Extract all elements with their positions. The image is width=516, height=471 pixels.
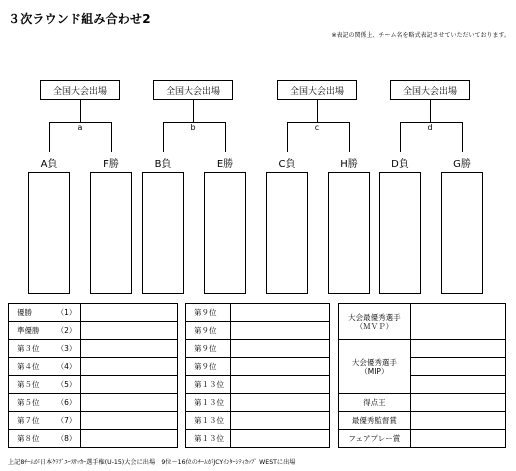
rank-label: 第１３位: [186, 376, 231, 394]
rank-team-cell[interactable]: [80, 430, 177, 448]
page-title: ３次ラウンド組み合わせ2: [8, 12, 151, 26]
table-row: [9, 376, 178, 394]
rank-label: 第４位: [9, 358, 54, 376]
venue-box-a: 全国大会出場: [40, 80, 120, 100]
table-row: [339, 394, 506, 412]
rank-team-cell[interactable]: [230, 340, 329, 358]
table-row: [339, 412, 506, 430]
rank-number: （5）: [53, 376, 80, 394]
rank-team-cell[interactable]: [80, 304, 177, 322]
fair-play-entry-cell[interactable]: [410, 430, 505, 448]
rank-label: 第７位: [9, 412, 54, 430]
mvp-label-line2: （ＭＶＰ）: [355, 321, 394, 331]
team-label-b-left: B負: [154, 159, 172, 170]
mip-label-line1: 大会優秀選手: [351, 357, 397, 367]
rank-team-cell[interactable]: [230, 376, 329, 394]
bracket-connector: [225, 122, 226, 152]
match-label-d: d: [427, 123, 433, 132]
team-entry-box[interactable]: [204, 172, 246, 294]
team-label-b-right: E勝: [216, 159, 234, 170]
ranking-table: [8, 303, 178, 448]
rank-team-cell[interactable]: [80, 412, 177, 430]
venue-box-c: 全国大会出場: [277, 80, 357, 100]
rank-team-cell[interactable]: [230, 358, 329, 376]
table-row: [186, 394, 330, 412]
team-entry-box[interactable]: [266, 172, 308, 294]
team-entry-box[interactable]: [142, 172, 184, 294]
mvp-label: [339, 304, 411, 340]
rank-team-cell[interactable]: [230, 430, 329, 448]
bracket-connector: [163, 122, 164, 152]
team-label-d-left: D負: [391, 159, 409, 170]
team-label-c-left: C負: [278, 159, 296, 170]
rank-team-cell[interactable]: [80, 376, 177, 394]
mip-label-line2: （MIP）: [360, 366, 389, 376]
table-row: [186, 430, 330, 448]
rank-label: 第９位: [186, 340, 231, 358]
rank-label: 第９位: [186, 322, 231, 340]
team-entry-box[interactable]: [28, 172, 70, 294]
rank-label: 第５位: [9, 376, 54, 394]
team-label-a-right: F勝: [103, 159, 119, 170]
rank-label: 第３位: [9, 340, 54, 358]
match-label-b: b: [190, 123, 196, 132]
rank-number: （8）: [53, 430, 80, 448]
footer-note: 上記8ﾁｰﾑが日本ｸﾗﾌﾞﾕｰｽｻｯｶｰ選手権(U-15)大会に出場 9位～16位のﾁｰﾑがJCYｲﾝﾀｰｼﾃｨｶｯﾌﾟ WESTに出場: [8, 459, 296, 466]
table-row: [9, 358, 178, 376]
team-entry-box[interactable]: [379, 172, 421, 294]
bracket-connector: [317, 100, 318, 122]
table-row: [186, 376, 330, 394]
rank-label: 第９位: [186, 304, 231, 322]
rank-number: （3）: [53, 340, 80, 358]
table-row: [9, 394, 178, 412]
bracket-connector: [49, 122, 50, 152]
table-row: [339, 430, 506, 448]
table-row: [186, 358, 330, 376]
rank-team-cell[interactable]: [230, 412, 329, 430]
rank-number: （4）: [53, 358, 80, 376]
bracket-connector: [430, 100, 431, 122]
venue-box-d: 全国大会出場: [390, 80, 470, 100]
rank-team-cell[interactable]: [80, 358, 177, 376]
mip-entry-cell[interactable]: [410, 358, 505, 376]
table-row: [9, 322, 178, 340]
bracket-connector: [80, 100, 81, 122]
table-row: [186, 322, 330, 340]
mvp-entry-cell[interactable]: [410, 304, 505, 340]
rank-label: 第１３位: [186, 412, 231, 430]
notation-note: ※表記の関係上、チーム名を略式表記させていただいております。: [331, 32, 510, 39]
rank-team-cell[interactable]: [230, 304, 329, 322]
bracket-connector: [462, 122, 463, 152]
table-row: [9, 412, 178, 430]
table-row: [9, 340, 178, 358]
rank-label: 優勝: [9, 304, 54, 322]
venue-box-b: 全国大会出場: [153, 80, 233, 100]
rank-label: 準優勝: [9, 322, 54, 340]
rank-number: （6）: [53, 394, 80, 412]
bracket-connector: [111, 122, 112, 152]
mip-entry-cell[interactable]: [410, 340, 505, 358]
rank-number: （1）: [53, 304, 80, 322]
fair-play-label: フェアプレー賞: [339, 430, 411, 448]
team-label-d-right: G勝: [453, 159, 471, 170]
team-label-c-right: H勝: [340, 159, 358, 170]
team-entry-box[interactable]: [441, 172, 483, 294]
table-row: [9, 430, 178, 448]
bracket-connector: [193, 100, 194, 122]
mvp-label-line1: 大会最優秀選手: [348, 312, 401, 322]
rank-label: 第９位: [186, 358, 231, 376]
table-row: [186, 412, 330, 430]
rank-number: （2）: [53, 322, 80, 340]
mip-entry-cell[interactable]: [410, 376, 505, 394]
rank-label: 第８位: [9, 430, 54, 448]
lower-ranking-table: [185, 303, 330, 448]
team-entry-box[interactable]: [90, 172, 132, 294]
table-row: [339, 340, 506, 358]
table-row: [186, 340, 330, 358]
table-row: [9, 304, 178, 322]
bracket-connector: [287, 122, 288, 152]
top-scorer-label: 得点王: [339, 394, 411, 412]
top-scorer-entry-cell[interactable]: [410, 394, 505, 412]
match-label-a: a: [77, 123, 83, 132]
team-label-a-left: A負: [40, 159, 58, 170]
best-coach-entry-cell[interactable]: [410, 412, 505, 430]
rank-team-cell[interactable]: [80, 340, 177, 358]
team-entry-box[interactable]: [328, 172, 370, 294]
mip-label: [339, 340, 411, 394]
awards-table: [338, 303, 506, 448]
rank-team-cell[interactable]: [80, 394, 177, 412]
rank-label: 第５位: [9, 394, 54, 412]
match-label-c: c: [314, 123, 320, 132]
bracket-connector: [400, 122, 401, 152]
best-coach-label: 最優秀監督賞: [339, 412, 411, 430]
rank-team-cell[interactable]: [230, 394, 329, 412]
rank-label: 第１３位: [186, 394, 231, 412]
table-row: [186, 304, 330, 322]
rank-number: （7）: [53, 412, 80, 430]
rank-team-cell[interactable]: [230, 322, 329, 340]
bracket-connector: [349, 122, 350, 152]
rank-team-cell[interactable]: [80, 322, 177, 340]
rank-label: 第１３位: [186, 430, 231, 448]
